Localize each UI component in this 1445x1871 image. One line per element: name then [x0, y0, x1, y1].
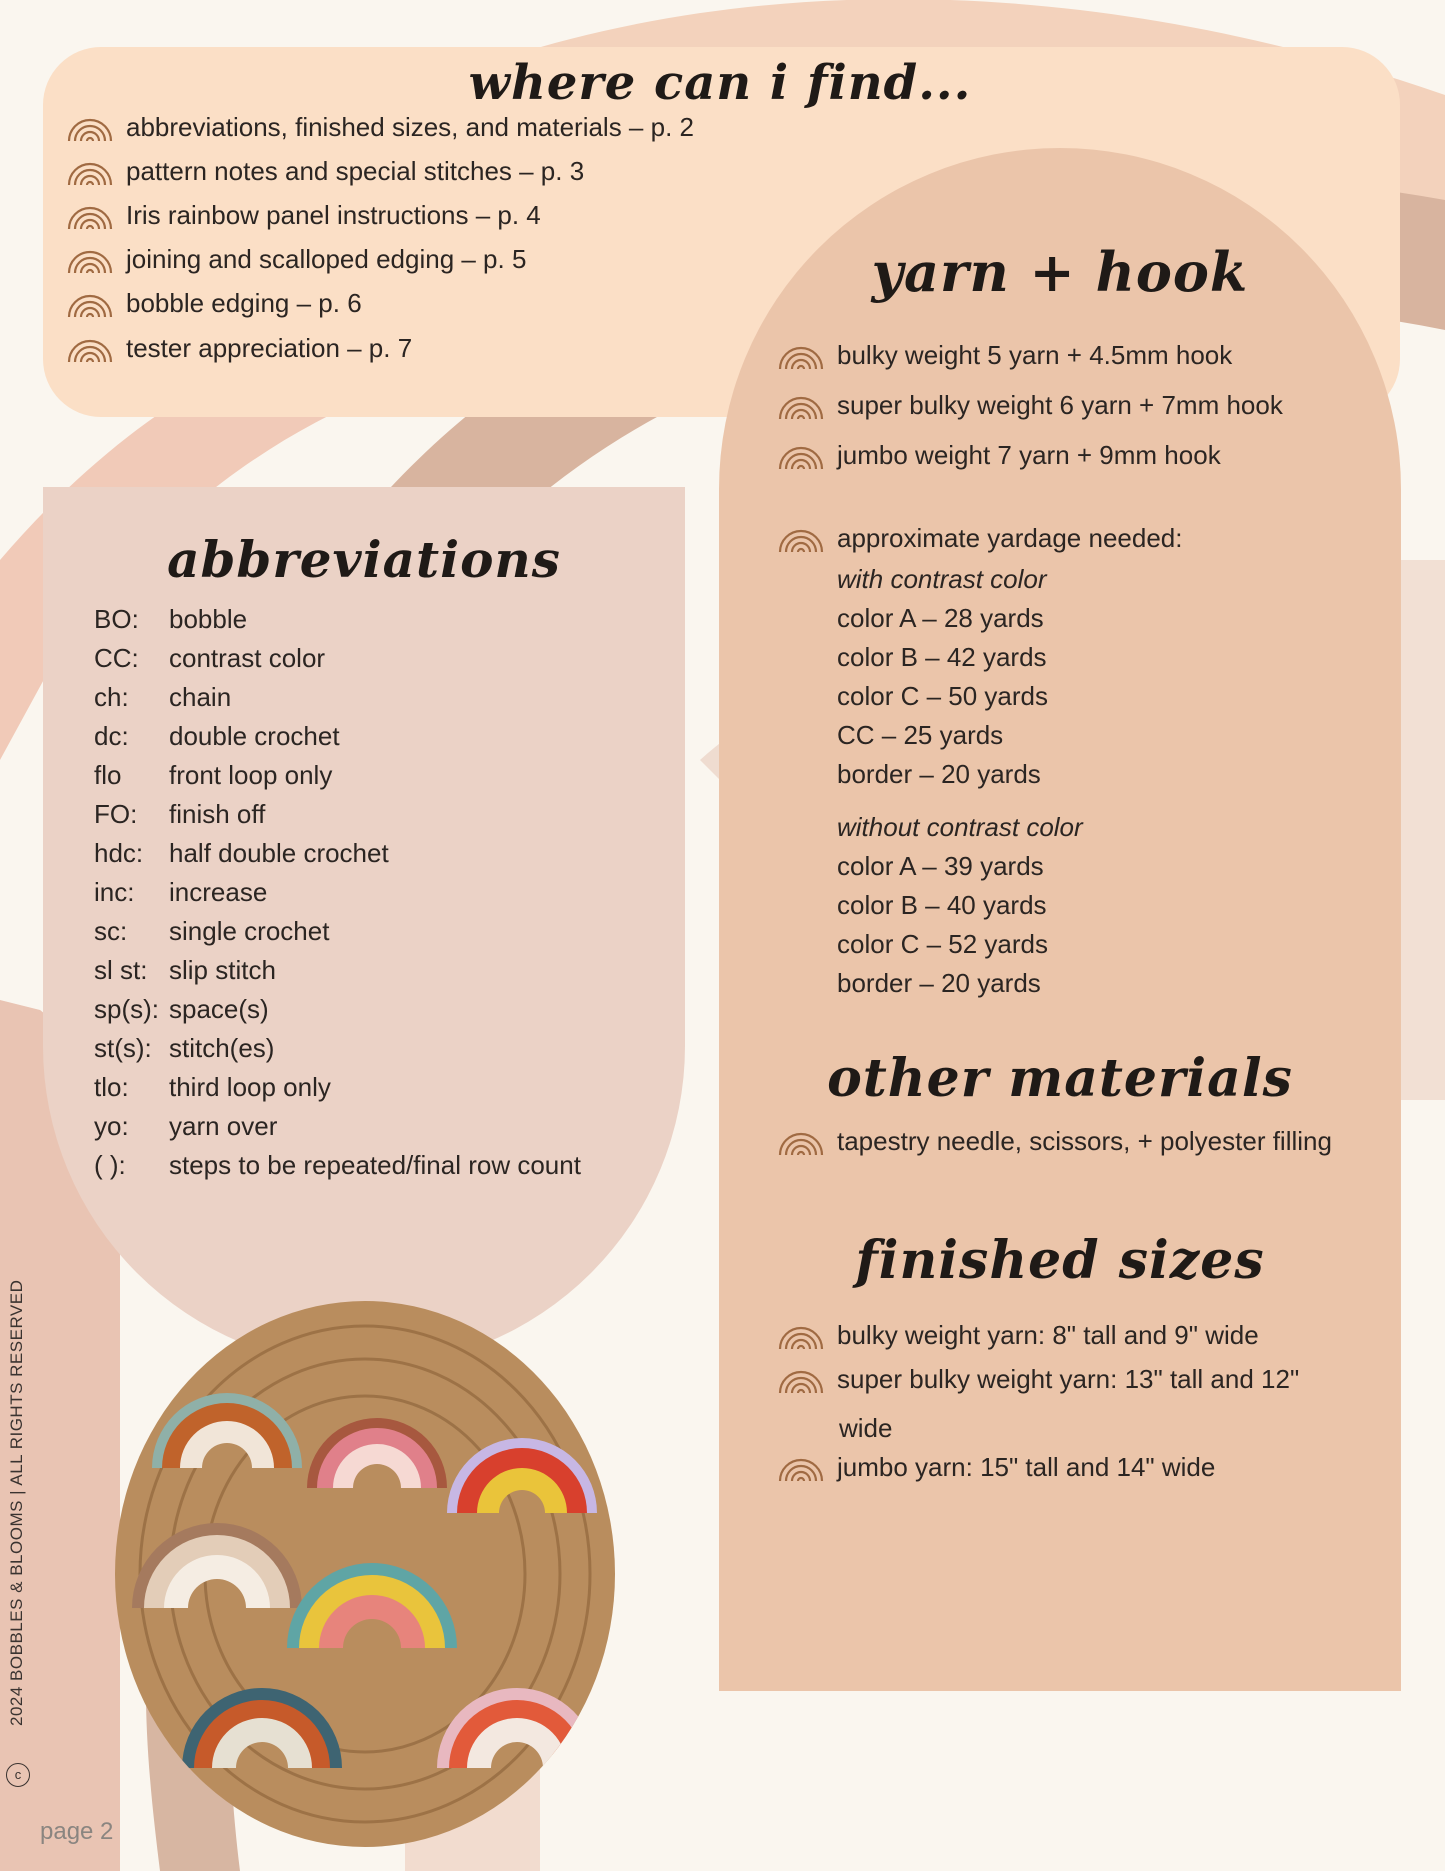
- abbreviation-row: [94, 916, 329, 947]
- rainbow-icon: [66, 158, 114, 186]
- abbreviation-key: BO:: [94, 604, 139, 634]
- abbreviation-value: double crochet: [169, 721, 340, 751]
- abbreviation-value: increase: [169, 877, 268, 907]
- rainbow-icon: [777, 342, 825, 370]
- rainbow-icon: [66, 246, 114, 274]
- copyright-icon: c: [6, 1763, 30, 1787]
- yardage-line: color A – 39 yards: [837, 851, 1044, 881]
- yarn-title: yarn + hook: [871, 240, 1249, 304]
- find-title: where can i find...: [468, 55, 972, 111]
- yarn-item-text: jumbo weight 7 yarn + 9mm hook: [837, 440, 1221, 470]
- abbreviation-key: ( ):: [94, 1150, 126, 1180]
- size-item-text: super bulky weight yarn: 13" tall and 12": [837, 1364, 1300, 1394]
- yardage-line: color A – 28 yards: [837, 603, 1044, 633]
- copyright-text: 2024 BOBBLES & BLOOMS | ALL RIGHTS RESERVED: [7, 1279, 26, 1726]
- abbreviation-key: ch:: [94, 682, 129, 712]
- page-number: page 2: [40, 1818, 114, 1845]
- rainbow-icon: [66, 290, 114, 318]
- abbreviation-value: chain: [169, 682, 232, 712]
- find-item-text: tester appreciation – p. 7: [126, 333, 413, 363]
- abbreviations-title: abbreviations: [167, 530, 561, 589]
- list-item: [777, 340, 1232, 371]
- abbreviation-row: [94, 799, 265, 830]
- abbreviation-row: [94, 1111, 277, 1142]
- abbreviation-value: third loop only: [169, 1072, 331, 1102]
- abbreviation-key: yo:: [94, 1111, 129, 1141]
- abbreviation-key: CC:: [94, 643, 139, 673]
- list-item: [66, 244, 526, 275]
- abbreviation-value: contrast color: [169, 643, 326, 673]
- abbreviation-value: space(s): [169, 994, 269, 1024]
- abbreviation-key: st(s):: [94, 1033, 152, 1063]
- list-item: [66, 112, 694, 143]
- find-item-text: joining and scalloped edging – p. 5: [126, 244, 527, 274]
- rainbow-icon: [777, 1128, 825, 1156]
- abbreviation-value: front loop only: [169, 760, 333, 790]
- rainbow-icon: [777, 392, 825, 420]
- abbreviation-row: [94, 604, 247, 635]
- list-item: [66, 156, 584, 187]
- rainbow-icon: [66, 335, 114, 363]
- rainbow-icon: [777, 442, 825, 470]
- list-item: [777, 1452, 1215, 1483]
- abbreviation-value: bobble: [169, 604, 248, 634]
- abbreviation-key: sc:: [94, 916, 128, 946]
- size-item-text: bulky weight yarn: 8" tall and 9" wide: [837, 1320, 1259, 1350]
- yardage-label: approximate yardage needed:: [837, 523, 1183, 553]
- without-cc-label: without contrast color: [837, 812, 1083, 842]
- yardage-line: border – 20 yards: [837, 968, 1041, 998]
- abbreviation-key: hdc:: [94, 838, 144, 868]
- rainbow-icon: [777, 525, 825, 553]
- yardage-line: color C – 50 yards: [837, 681, 1048, 711]
- find-item-text: pattern notes and special stitches – p. 3: [126, 156, 585, 186]
- abbreviation-key: FO:: [94, 799, 138, 829]
- list-item: [66, 333, 412, 364]
- abbreviation-value: half double crochet: [169, 838, 389, 868]
- list-item: [777, 1320, 1259, 1351]
- abbreviation-row: [94, 838, 389, 869]
- abbreviation-row: [94, 994, 269, 1025]
- abbreviation-row: [94, 721, 340, 752]
- find-item-text: bobble edging – p. 6: [126, 288, 362, 318]
- yardage-line: border – 20 yards: [837, 759, 1041, 789]
- list-item: [66, 200, 541, 231]
- abbreviation-row: [94, 760, 332, 791]
- sizes-title: finished sizes: [855, 1230, 1265, 1291]
- abbreviation-value: single crochet: [169, 916, 330, 946]
- rainbow-icon: [777, 1322, 825, 1350]
- abbreviation-row: [94, 682, 231, 713]
- crochet-rainbows-photo: [112, 1298, 618, 1850]
- list-item: [777, 1126, 1332, 1157]
- yarn-item-text: super bulky weight 6 yarn + 7mm hook: [837, 390, 1283, 420]
- yardage-line: color B – 40 yards: [837, 890, 1047, 920]
- list-item: [777, 1364, 1299, 1395]
- abbreviation-row: [94, 1072, 331, 1103]
- abbreviation-row: [94, 877, 267, 908]
- abbreviation-value: steps to be repeated/final row count: [169, 1150, 581, 1180]
- size-item-text: jumbo yarn: 15" tall and 14" wide: [837, 1452, 1216, 1482]
- yarn-item-text: bulky weight 5 yarn + 4.5mm hook: [837, 340, 1233, 370]
- yardage-line: CC – 25 yards: [837, 720, 1004, 750]
- abbreviation-key: dc:: [94, 721, 129, 751]
- rainbow-icon: [777, 1454, 825, 1482]
- size-item-wrap: wide: [839, 1413, 893, 1443]
- abbreviation-value: slip stitch: [169, 955, 276, 985]
- list-item: [777, 390, 1283, 421]
- rainbow-icon: [66, 114, 114, 142]
- materials-item-text: tapestry needle, scissors, + polyester filling: [837, 1126, 1332, 1156]
- rainbow-icon: [777, 1366, 825, 1394]
- find-item-text: abbreviations, finished sizes, and materials – p. 2: [126, 112, 694, 142]
- abbreviation-value: stitch(es): [169, 1033, 275, 1063]
- with-cc-label: with contrast color: [837, 564, 1047, 594]
- find-item-text: Iris rainbow panel instructions – p. 4: [126, 200, 541, 230]
- abbreviation-value: finish off: [169, 799, 266, 829]
- abbreviation-key: inc:: [94, 877, 135, 907]
- abbreviation-key: tlo:: [94, 1072, 129, 1102]
- list-item: [66, 288, 362, 319]
- list-item: [777, 523, 1182, 554]
- abbreviation-row: [94, 1033, 274, 1064]
- abbreviation-row: [94, 643, 325, 674]
- materials-title: other materials: [827, 1048, 1293, 1109]
- abbreviation-key: sp(s):: [94, 994, 159, 1024]
- yardage-line: color B – 42 yards: [837, 642, 1047, 672]
- list-item: [777, 440, 1221, 471]
- abbreviation-row: [94, 1150, 581, 1181]
- abbreviation-key: sl st:: [94, 955, 148, 985]
- rainbow-icon: [66, 202, 114, 230]
- yardage-line: color C – 52 yards: [837, 929, 1048, 959]
- abbreviation-value: yarn over: [169, 1111, 278, 1141]
- abbreviation-row: [94, 955, 276, 986]
- abbreviation-key: flo: [94, 760, 122, 790]
